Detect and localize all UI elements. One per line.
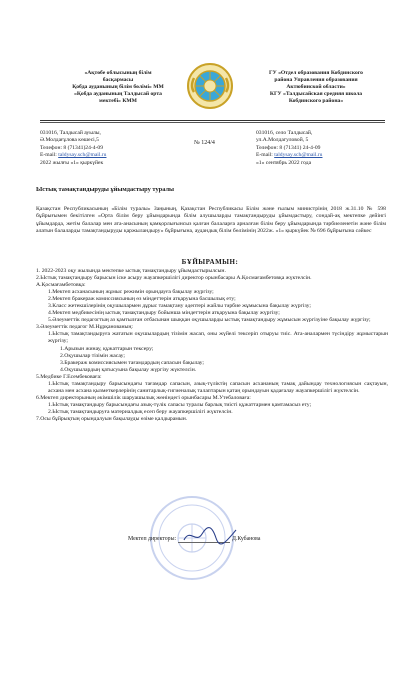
order-item: 2.Мектеп бракераж комиссиясының өз міндеттерін атқаруына басшылық ету;	[48, 296, 236, 303]
order-item: 2.Оқушылар тізімін жасау;	[60, 352, 125, 359]
header-right-line: района Управления образования	[274, 77, 358, 83]
order-item: 2.Ыстық тамақтандыруға материалдық есеп беру жауапкершілігі жүктелсін.	[48, 408, 233, 415]
order-item: 3.Әлеуметтік педагог М.Нұрқанованың:	[36, 324, 133, 331]
order-item: 4.Мектеп медбикесінің ыстық тамақтандыру бойынша міндеттерін атқаруына бақылау жүргізу;	[48, 310, 280, 317]
header-left-line: Қобда ауданының білім бөлімі» ММ	[72, 84, 164, 90]
signature-role: Мектеп директоры:	[128, 536, 177, 542]
email-link[interactable]: taldysay.sch@mail.ru	[274, 152, 323, 159]
email-label: E-mail:	[40, 152, 57, 159]
signature-scribble-icon	[180, 524, 240, 546]
order-item: 3.Класс жетекшілерінің оқушылармен дұрыс тамақтану әдептері жайлы тәрбие жұмысына бақылау жүргізу;	[48, 303, 311, 310]
email-line	[40, 152, 170, 159]
order-item: 1.Ыстық тамақтандыру барысындағы тағамдар сапасын, азық-түліктің сапасын асхананың тамақ дайындау технологиясын сақтауын, асхана мен асхана қызметкерлерінің санитарлық-гигиеналық талаптарын қатаң орындауын қадағалау жауапкершілігі жүктелсін.	[48, 380, 388, 394]
order-item: 6.Мектеп директорының әкімшілік шаруашылық жөніндегі орынбасары М.Утебаловаға:	[36, 394, 251, 401]
header-right-line: КГУ «Талдысайская средняя школа	[269, 91, 363, 97]
order-item: 1.Арызын жинау, құжаттарын тексеру;	[60, 345, 154, 352]
doc-date: «1» сентябрь 2022 года	[256, 159, 312, 166]
order-items	[36, 268, 388, 423]
address-left	[40, 130, 170, 167]
email-link[interactable]: taldysay.sch@mail.ru	[58, 152, 107, 159]
order-item: 2.Ыстық тамақтандыру барысын іске асыру жауапкершілігі директор орынбасары А.Қосмағамбетовқа жүктелсін.	[36, 275, 312, 282]
header-right-line: ГУ «Отдел образования Кобдинского	[269, 70, 363, 76]
decree-heading: БҰЙЫРАМЫН:	[181, 258, 239, 266]
header-right-line: Актюбинской области»	[286, 84, 346, 90]
header-divider	[40, 120, 385, 121]
address-line: 031016, Талдысай ауылы,	[40, 130, 101, 136]
header-right-line: Кобдинского района»	[288, 98, 344, 104]
header-left-line: «Қобда ауданының Талдысай орта	[74, 91, 162, 97]
address-line: Ә.Молдағұлова көшесі,5	[40, 137, 99, 144]
address-line: 031016, село Талдысай,	[256, 130, 313, 136]
order-item: 7.Осы бұйрықтың орындалуын бақылауды өзіме қалдырамын.	[36, 415, 188, 422]
email-label: E-mail:	[256, 152, 273, 159]
order-item: 1. 2022-2023 оқу жылында мектепке ыстық тамақтандыру ұйымдастырылсын.	[36, 268, 226, 274]
header-left-org	[48, 70, 188, 105]
header-left-line: мектебі» КММ	[99, 98, 137, 104]
address-line: ул.А.Молдагуловой, 5	[256, 137, 309, 144]
order-item: 5.Әлеуметтік педагогтың аз қамтылған отбасынан шыққан оқушыларды ыстық тамақтандыру жұмысын жүргізуіне бақылау жүргізу;	[48, 317, 371, 324]
address-line: Телефон: 8 (71341) 24-4-09	[256, 144, 321, 151]
document-number: № 124/4	[194, 140, 215, 146]
order-preamble: Қазақстан Республикасының «Білім туралы» Заңының, Қазақстан Республикасы Білім және ғылым министрінің 2018 ж.31.10 № 598 бұйрығымен бекітілген «Орта білім беру ұйымдарында білім алушыларды тамақтандыруды ұйымдастыру, сондай-ақ мектепке дейінгі ұйымдарда, жетім балалар мен ата-анасының қамқорлығынсыз қалған балаларға арналған білім беру ұйымдарында тәрбиеленетін және білім алатын балаларды тамақтандыруды қаржыландыру» бұйрығына, аудандық білім бөлімінің 2022ж. «1» қыркүйек № 696 бұйрығына сәйкес	[36, 206, 386, 235]
header-right-org	[246, 70, 386, 105]
doc-date: 2022 жылғы «1» қыркүйек	[40, 159, 104, 166]
order-title	[36, 186, 256, 194]
order-item: 4.Оқушылардың қатысуына бақылау жүргізу жүктелсін.	[60, 366, 197, 373]
header-left-line: басқармасы	[102, 77, 134, 83]
signature-name: Д.Кубанова	[232, 536, 261, 542]
order-item: 3.Бракераж комиссиясымен тағамдардың сапасын бақылау;	[60, 359, 205, 366]
order-item: А.Қосмағамбетовқа:	[36, 282, 86, 289]
order-item: 1.Мектеп асханасының жұмыс режимін орындауға бақылау жүргізу;	[48, 289, 214, 296]
header-divider-thin	[40, 122, 385, 123]
order-item: 1.Ыстық тамақтандыру барысындағы азық-түлік сапасы туралы барлық тиісті құжаттармен қамтамасыз ету;	[48, 401, 312, 408]
title-line: Ыстық тамақтандыруды ұйымдастыру туралы	[36, 186, 175, 193]
order-item: 5.Медбике Г.Есембековаға:	[36, 373, 102, 380]
address-right	[256, 130, 396, 167]
email-line	[256, 152, 396, 159]
order-item: 1.Ыстық тамақтандыруға жататын оқушылардың тізімін жасап, оны жүйелі тексеріп отыруы тиіс. Ата-аналармен түсіндіру жұмыстарын жүргізу;	[48, 331, 388, 345]
header-left-line: «Ақтөбе облысының білім	[84, 70, 152, 76]
address-line: Телефон: 8 (71341)24-4-09	[40, 144, 104, 151]
kazakhstan-emblem-icon	[186, 62, 234, 110]
